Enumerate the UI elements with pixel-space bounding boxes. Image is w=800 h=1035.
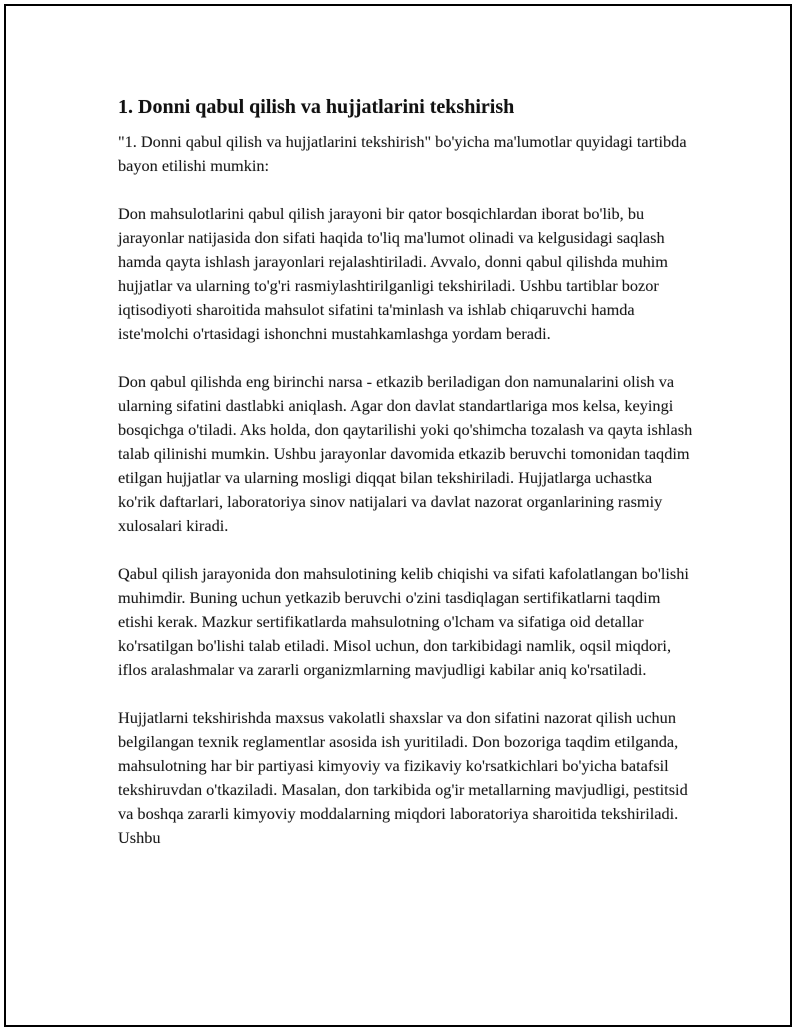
- paragraph-acceptance-process: Don mahsulotlarini qabul qilish jarayoni bir qator bosqichlardan iborat bo'lib, bu jarayonlar natijasida don sifati haqida to'liq ma'lumot olinadi va kelgusidagi saqlash hamda qayta ishlash jarayonlari rejalashtiriladi. Avvalo, donni qabul qilishda muhim hujjatlar va ularning to'g'ri rasmiylashtirilganligi tekshiriladi. Ushbu tartiblar bozor iqtisodiyoti sharoitida mahsulot sifatini ta'minlash va ishlab chiqaruvchi hamda iste'molchi o'rtasidagi ishonchni mustahkamlashga yordam beradi.: [118, 204, 668, 343]
- document-body: [118, 94, 693, 874]
- section-heading: 1. Donni qabul qilish va hujjatlarini tekshirish: [118, 96, 515, 118]
- paragraph-document-inspection: Hujjatlarni tekshirishda maxsus vakolatli shaxslar va don sifatini nazorat qilish uchun belgilangan texnik reglamentlar asosida ish yuritiladi. Don bozoriga taqdim etilganda, mahsulotning har bir partiyasi kimyoviy va fizikaviy ko'rsatkichlari bo'yicha batafsil tekshiruvdan o'tkaziladi. Masalan, don tarkibida og'ir metallarning mavjudligi, pestitsid va boshqa zararli kimyoviy moddalarning miqdori laboratoriya sharoitida tekshiriladi. Ushbu: [118, 708, 688, 847]
- paragraph-intro: "1. Donni qabul qilish va hujjatlarini tekshirish" bo'yicha ma'lumotlar quyidagi tartibda bayon etilishi mumkin:: [118, 132, 687, 175]
- paragraph-certificates: Qabul qilish jarayonida don mahsulotining kelib chiqishi va sifati kafolatlangan bo'lishi muhimdir. Buning uchun yetkazib beruvchi o'zini tasdiqlagan sertifikatlarni taqdim etishi kerak. Mazkur sertifikatlarda mahsulotning o'lcham va sifatiga oid detallar ko'rsatilgan bo'lishi talab etiladi. Misol uchun, don tarkibidagi namlik, oqsil miqdori, iflos aralashmalar va zararli organizmlarning mavjudligi kabilar aniq ko'rsatiladi.: [118, 564, 689, 679]
- paragraph-sampling: Don qabul qilishda eng birinchi narsa - etkazib beriladigan don namunalarini olish va ularning sifatini dastlabki aniqlash. Agar don davlat standartlariga mos kelsa, keyingi bosqichga o'tiladi. Aks holda, don qaytarilishi yoki qo'shimcha tozalash va qayta ishlash talab qilinishi mumkin. Ushbu jarayonlar davomida etkazib beruvchi tomonidan taqdim etilgan hujjatlar va ularning mosligi diqqat bilan tekshiriladi. Hujjatlarga uchastka ko'rik daftarlari, laboratoriya sinov natijalari va davlat nazorat organlarining rasmiy xulosalari kiradi.: [118, 372, 693, 535]
